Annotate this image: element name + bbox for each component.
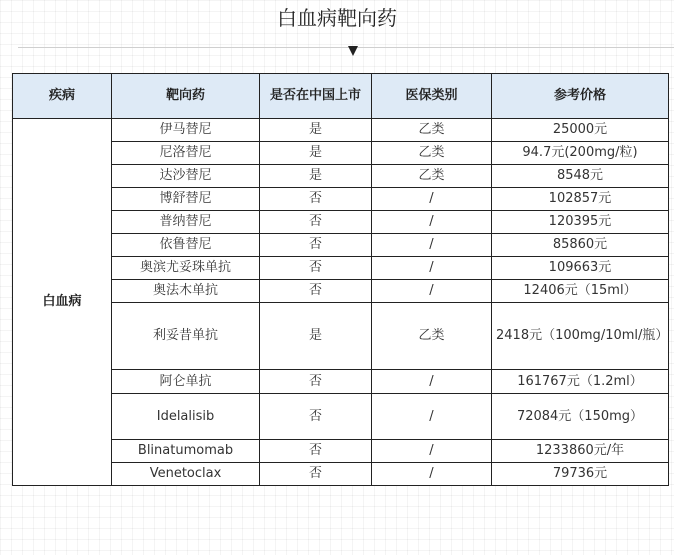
- price-cell: 8548元: [492, 165, 669, 188]
- insurance-cell: 乙类: [372, 303, 492, 370]
- title-divider: [18, 47, 674, 48]
- drug-cell: 奥法木单抗: [112, 280, 260, 303]
- insurance-cell: 乙类: [372, 165, 492, 188]
- drug-cell: 普纳替尼: [112, 211, 260, 234]
- header-disease: 疾病: [13, 74, 112, 119]
- insurance-cell: /: [372, 370, 492, 394]
- header-drug: 靶向药: [112, 74, 260, 119]
- disease-cell: 白血病: [13, 119, 112, 486]
- price-cell: 12406元（15ml）: [492, 280, 669, 303]
- listed-cell: 否: [260, 188, 372, 211]
- insurance-cell: /: [372, 211, 492, 234]
- table-header-row: [13, 74, 669, 119]
- price-cell: 120395元: [492, 211, 669, 234]
- header-insurance-category: 医保类别: [372, 74, 492, 119]
- drug-cell: 阿仑单抗: [112, 370, 260, 394]
- table-row: [13, 280, 669, 303]
- price-cell: 85860元: [492, 234, 669, 257]
- down-arrow-icon: [348, 46, 358, 56]
- insurance-cell: /: [372, 440, 492, 463]
- insurance-cell: /: [372, 394, 492, 440]
- price-cell: 1233860元/年: [492, 440, 669, 463]
- table-row: [13, 440, 669, 463]
- listed-cell: 否: [260, 440, 372, 463]
- table-row: [13, 394, 669, 440]
- listed-cell: 否: [260, 234, 372, 257]
- header-listed-in-china: 是否在中国上市: [260, 74, 372, 119]
- price-cell: 161767元（1.2ml）: [492, 370, 669, 394]
- listed-cell: 否: [260, 211, 372, 234]
- table-row: [13, 303, 669, 370]
- listed-cell: 是: [260, 142, 372, 165]
- drug-cell: 尼洛替尼: [112, 142, 260, 165]
- drug-cell: 博舒替尼: [112, 188, 260, 211]
- insurance-cell: 乙类: [372, 142, 492, 165]
- drug-cell: Venetoclax: [112, 463, 260, 486]
- table-row: [13, 142, 669, 165]
- listed-cell: 是: [260, 165, 372, 188]
- insurance-cell: /: [372, 280, 492, 303]
- listed-cell: 是: [260, 119, 372, 142]
- price-cell: 94.7元(200mg/粒): [492, 142, 669, 165]
- table-row: [13, 463, 669, 486]
- insurance-cell: 乙类: [372, 119, 492, 142]
- drug-cell: 依鲁替尼: [112, 234, 260, 257]
- listed-cell: 否: [260, 280, 372, 303]
- insurance-cell: /: [372, 463, 492, 486]
- drug-cell: 伊马替尼: [112, 119, 260, 142]
- header-reference-price: 参考价格: [492, 74, 669, 119]
- table-row: [13, 211, 669, 234]
- drug-cell: Blinatumomab: [112, 440, 260, 463]
- table-row: [13, 119, 669, 142]
- page-title: 白血病靶向药: [277, 6, 397, 30]
- table-row: [13, 165, 669, 188]
- drug-cell: 利妥昔单抗: [112, 303, 260, 370]
- price-cell: 25000元: [492, 119, 669, 142]
- insurance-cell: /: [372, 234, 492, 257]
- price-cell: 72084元（150mg）: [492, 394, 669, 440]
- table-row: [13, 234, 669, 257]
- table-row: [13, 370, 669, 394]
- insurance-cell: /: [372, 257, 492, 280]
- listed-cell: 否: [260, 370, 372, 394]
- drug-cell: 奥滨尤妥珠单抗: [112, 257, 260, 280]
- listed-cell: 是: [260, 303, 372, 370]
- table-row: [13, 257, 669, 280]
- listed-cell: 否: [260, 257, 372, 280]
- listed-cell: 否: [260, 463, 372, 486]
- price-cell: 102857元: [492, 188, 669, 211]
- price-cell: 79736元: [492, 463, 669, 486]
- insurance-cell: /: [372, 188, 492, 211]
- listed-cell: 否: [260, 394, 372, 440]
- drug-table: [12, 73, 669, 486]
- price-cell: 109663元: [492, 257, 669, 280]
- drug-cell: 达沙替尼: [112, 165, 260, 188]
- table-row: [13, 188, 669, 211]
- drug-cell: Idelalisib: [112, 394, 260, 440]
- price-cell: 2418元（100mg/10ml/瓶）: [492, 303, 669, 370]
